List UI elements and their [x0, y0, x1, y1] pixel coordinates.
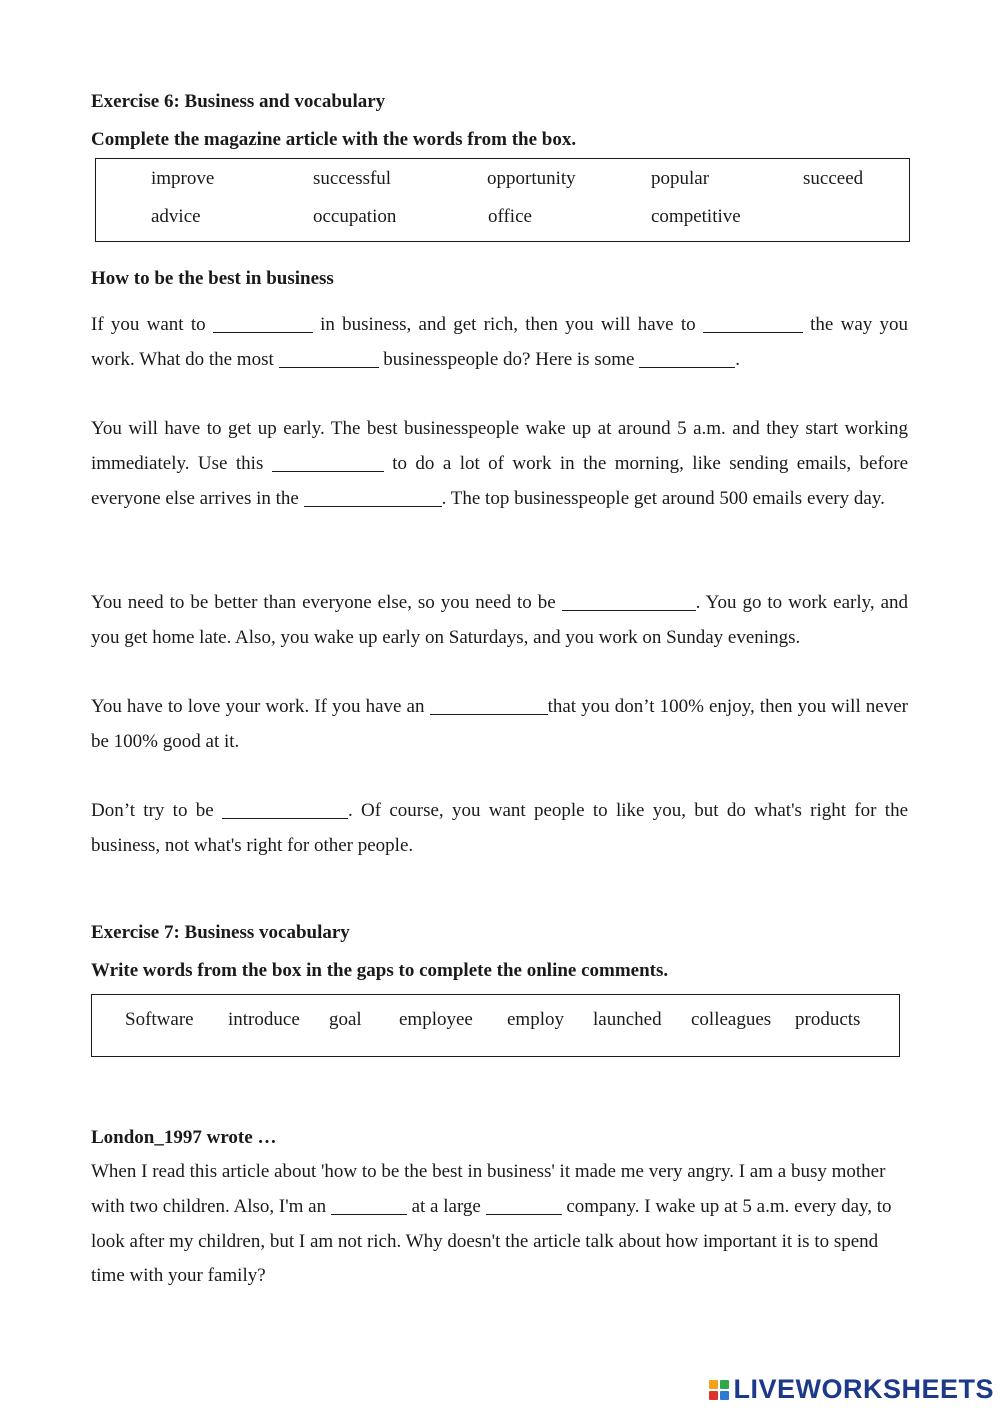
exercise6-heading: Exercise 6: Business and vocabulary [91, 91, 386, 112]
logo-square [709, 1391, 718, 1400]
article-paragraph-4 [91, 690, 908, 760]
word-box-item: advice [151, 206, 201, 227]
word-box-item: succeed [803, 168, 864, 189]
text: If you want to [91, 314, 206, 335]
text: You need to be better than everyone else, so you need to be [91, 592, 556, 613]
answer-blank-4[interactable] [639, 334, 735, 368]
word-box-item: employee [399, 1009, 473, 1030]
article-title: How to be the best in business [91, 268, 334, 289]
word-box-item: employ [507, 1009, 564, 1030]
exercise6-word-box [95, 158, 910, 242]
text: that you don’t 100% enjoy, then you will never be 100% good at it. [91, 696, 908, 752]
text: You will have to get up early. The best businesspeople wake up at around 5 a.m. and they start working immediately. Use this [91, 418, 908, 474]
word-box-item: goal [329, 1009, 362, 1030]
text: Don’t try to be [91, 800, 214, 821]
comment-author: London_1997 wrote … [91, 1127, 277, 1148]
word-box-item: opportunity [487, 168, 576, 189]
text: You have to love your work. If you have an [91, 696, 425, 717]
word-box-item: competitive [651, 206, 741, 227]
exercise7-heading: Exercise 7: Business vocabulary [91, 922, 350, 943]
article-paragraph-2 [91, 412, 908, 516]
text: the way you work. What do the most [91, 314, 909, 370]
logo-square [720, 1391, 729, 1400]
exercise7-instruction: Write words from the box in the gaps to complete the online comments. [91, 960, 669, 981]
answer-blank-2[interactable] [703, 299, 803, 333]
word-box-item: office [488, 206, 532, 227]
word-box-item: products [795, 1009, 861, 1030]
text: in business, and get rich, then you will have to [320, 314, 696, 335]
logo-text: LIVEWORKSHEETS [733, 1374, 994, 1404]
text: When I read this article about 'how to be the best in business' it made me very angry. I am a busy mother with two children. Also, I'm an [91, 1161, 886, 1217]
answer-blank-11[interactable] [486, 1181, 562, 1215]
word-box-item: launched [593, 1009, 662, 1030]
word-box-item: colleagues [691, 1009, 772, 1030]
answer-blank-5[interactable] [272, 438, 384, 472]
word-box-item: Software [125, 1009, 194, 1030]
text: businesspeople do? Here is some [383, 348, 635, 370]
answer-blank-1[interactable] [213, 299, 313, 333]
logo-square [720, 1380, 729, 1389]
comment-paragraph [91, 1155, 908, 1294]
article-paragraph-5 [91, 794, 908, 864]
text: to do a lot of work in the morning, like sending emails, before everyone else arrives in the [91, 452, 909, 509]
liveworksheets-logo [709, 1374, 994, 1405]
exercise7-word-box [91, 994, 900, 1057]
word-box-item: successful [313, 168, 392, 189]
logo-square [709, 1380, 718, 1389]
word-box-item: improve [151, 168, 215, 189]
word-box-item: occupation [313, 206, 397, 227]
answer-blank-7[interactable] [562, 577, 696, 611]
answer-blank-6[interactable] [304, 473, 442, 507]
answer-blank-9[interactable] [222, 785, 348, 819]
logo-mark-icon [709, 1380, 729, 1400]
answer-blank-10[interactable] [331, 1181, 407, 1215]
text: . You go to work early, and you get home late. Also, you wake up early on Saturdays, and you work on Sunday evenings. [91, 592, 909, 648]
exercise6-instruction: Complete the magazine article with the words from the box. [91, 129, 577, 150]
text: . [735, 348, 740, 370]
word-box-item: popular [651, 168, 710, 189]
article-paragraph-1 [91, 308, 908, 378]
answer-blank-3[interactable] [279, 334, 379, 368]
text: at a large [411, 1195, 481, 1217]
answer-blank-8[interactable] [430, 681, 548, 715]
text: company. I wake up at 5 a.m. every day, to look after my children, but I am not rich. Why doesn't the article talk about how important it is to spend time with your family? [91, 1195, 892, 1287]
article-paragraph-3 [91, 586, 908, 656]
text: . Of course, you want people to like you, but do what's right for the business, not what's right for other people. [91, 800, 909, 856]
word-box-item: introduce [228, 1009, 300, 1030]
text: . The top businesspeople get around 500 emails every day. [441, 487, 885, 509]
